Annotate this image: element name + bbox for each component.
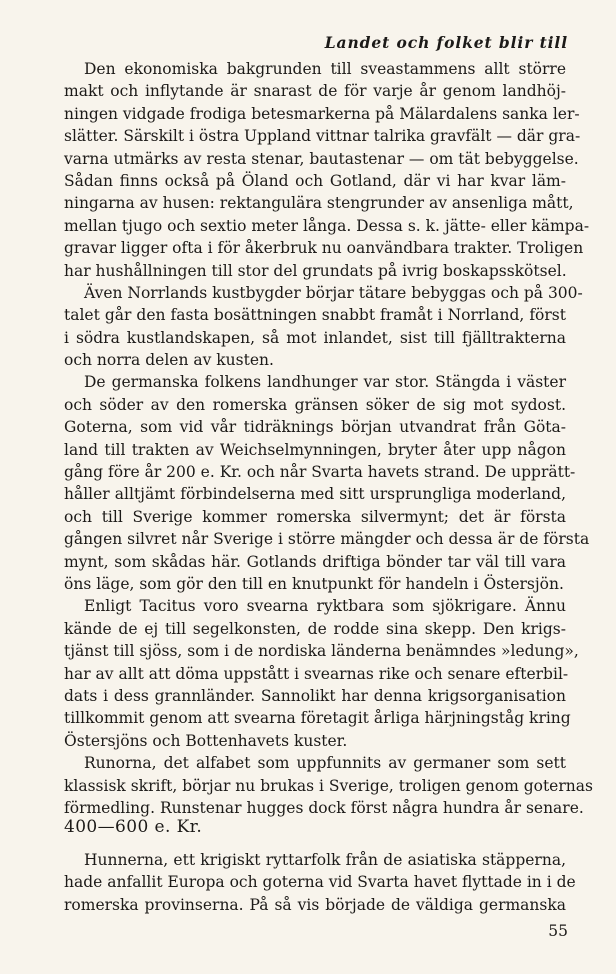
text-line: tillkommit genom att svearna företagit årliga härjningståg kring	[64, 709, 571, 728]
text-line: Sådan finns också på Öland och Gotland, där vi har kvar läm-	[64, 171, 566, 190]
text-line: varna utmärks av resta stenar, bautastenar — om tät bebyggelse.	[64, 149, 579, 168]
section-1-text	[64, 58, 593, 819]
page-number: 55	[548, 922, 568, 940]
text-line: har hushållningen till stor del grundats på ivrig boskapsskötsel.	[64, 261, 567, 280]
text-line: gravar ligger ofta i för åkerbruk nu oanvändbara trakter. Troligen	[64, 239, 584, 258]
text-line: romerska provinserna. På så vis började de väldiga germanska	[64, 895, 566, 914]
text-line: öns läge, som gör den till en knutpunkt för handeln i Östersjön.	[64, 574, 564, 593]
text-line: ningarna av husen: rektangulära stengrunder av ansenliga mått,	[64, 194, 574, 213]
text-line: Den ekonomiska bakgrunden till sveastammens allt större	[84, 60, 566, 78]
text-line: land till trakten av Weichselmynningen, bryter åter upp någon	[64, 440, 566, 459]
text-line: gång före år 200 e. Kr. och når Svarta havets strand. De upprätt-	[64, 463, 576, 482]
text-line: håller alltjämt förbindelserna med sitt ursprungliga moderland,	[64, 485, 566, 504]
text-line: hade anfallit Europa och goterna vid Svarta havet flyttade in i de	[64, 873, 576, 892]
text-line: tjänst till sjöss, som i de nordiska länderna benämndes »ledung»,	[64, 642, 579, 661]
text-line: Hunnerna, ett krigiskt ryttarfolk från de asiatiska stäpperna,	[84, 851, 566, 869]
text-line: i södra kustlandskapen, så mot inlandet, sist till fjälltrakterna	[64, 328, 566, 347]
text-line: De germanska folkens landhunger var stor. Stängda i väster	[84, 373, 566, 392]
text-line: Runorna, det alfabet som uppfunnits av germaner som sett	[84, 754, 566, 773]
text-line: makt och inflytande är snarast de för varje år genom landhöj-	[64, 82, 566, 101]
text-line: förmedling. Runstenar hugges dock först några hundra år senare.	[64, 798, 584, 817]
text-line: och söder av den romerska gränsen söker de sig mot sydost.	[64, 395, 566, 414]
text-line: och norra delen av kusten.	[64, 351, 274, 370]
text-line: Även Norrlands kustbygder börjar tätare bebyggas och på 300-	[84, 283, 583, 302]
text-line: klassisk skrift, börjar nu brukas i Sverige, troligen genom goternas	[64, 776, 593, 795]
section-heading: 400—600 e. Kr.	[64, 817, 203, 837]
text-line: har av allt att döma uppstått i svearnas rike och senare efterbil-	[64, 664, 569, 683]
text-line: mynt, som skådas här. Gotlands driftiga bönder tar väl till vara	[64, 552, 566, 571]
text-line: mellan tjugo och sextio meter långa. Dessa s. k. jätte- eller kämpa-	[64, 216, 590, 235]
text-line: dats i dess grannländer. Sannolikt har denna krigsorganisation	[64, 686, 566, 705]
text-line: Östersjöns och Bottenhavets kuster.	[64, 731, 348, 750]
text-line: Enligt Tacitus voro svearna ryktbara som sjökrigare. Ännu	[84, 597, 566, 616]
text-line: och till Sverige kommer romerska silvermynt; det är första	[64, 507, 566, 526]
section-2-text	[64, 849, 576, 916]
text-line: ningen vidgade frodiga betesmarkerna på Mälardalens sanka ler-	[64, 104, 580, 123]
text-line: Goterna, som vid vår tidräknings början utvandrat från Göta-	[64, 418, 566, 437]
text-line: kände de ej till segelkonsten, de rodde sina skepp. Den krigs-	[64, 619, 566, 638]
text-line: gången silvret når Sverige i större mängder och dessa är de första	[64, 530, 590, 549]
running-title: Landet och folket blir till	[324, 33, 568, 52]
text-line: slätter. Särskilt i östra Uppland vittnar talrika gravfält — där gra-	[64, 127, 581, 146]
text-line: talet går den fasta bosättningen snabbt framåt i Norrland, först	[64, 306, 566, 325]
